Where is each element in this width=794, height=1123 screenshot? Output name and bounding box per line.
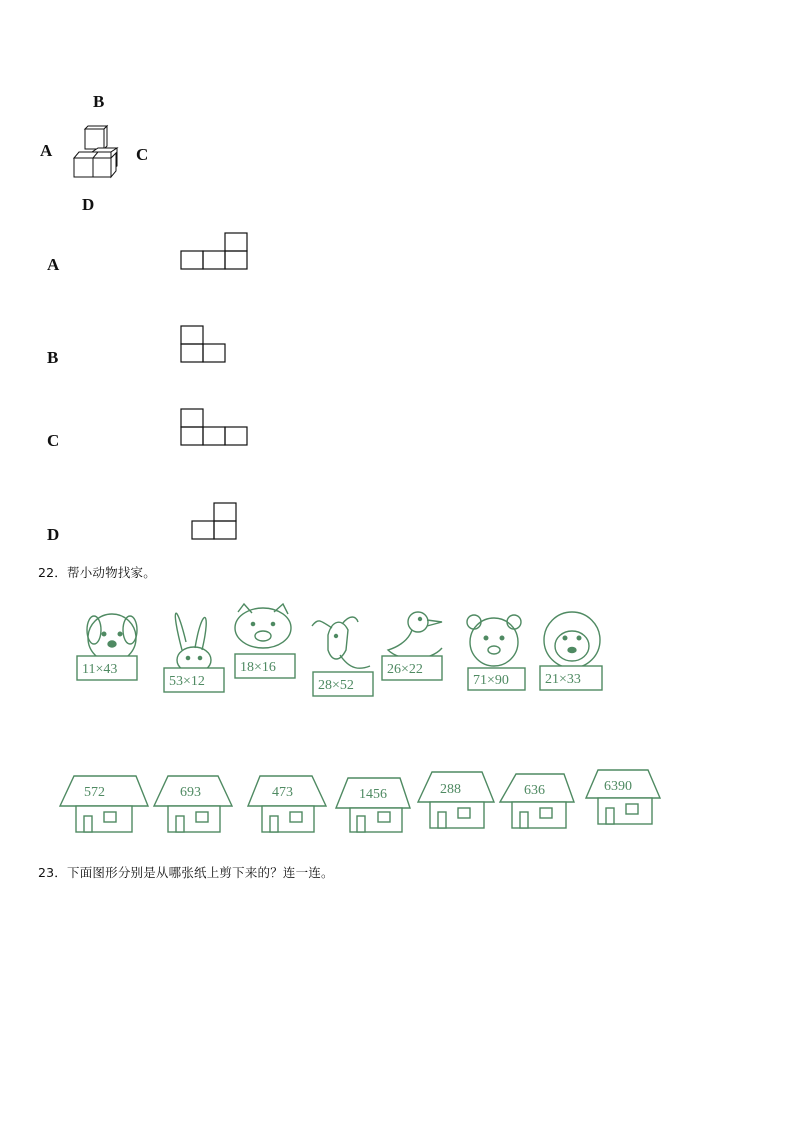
- goat-expression: 28×52: [318, 678, 354, 693]
- goat-icon: [312, 617, 370, 668]
- duck-expression: 26×22: [387, 662, 423, 677]
- house-5: [418, 772, 494, 828]
- house-5-number: 288: [440, 782, 461, 797]
- pig-expression: 18×16: [240, 660, 276, 675]
- dog-expression: 11×43: [82, 662, 118, 677]
- dog-icon: [87, 614, 137, 662]
- view-label-bottom: D: [82, 195, 95, 214]
- option-d-shape: [192, 502, 242, 542]
- cube-stack-figure: [72, 126, 122, 178]
- question-22: [38, 563, 156, 581]
- house-2-number: 693: [180, 785, 201, 800]
- option-a-shape: [181, 232, 251, 272]
- question-22-number: 22．: [38, 565, 68, 580]
- question-23: [38, 863, 334, 881]
- view-label-right: C: [136, 145, 149, 164]
- monkey-expression: 21×33: [545, 672, 581, 687]
- view-label-left: A: [40, 141, 53, 160]
- option-a-label: A: [47, 255, 60, 274]
- question-22-text: 帮小动物找家。: [67, 565, 156, 580]
- house-6-number: 636: [524, 783, 545, 798]
- rabbit-icon: [175, 613, 211, 673]
- option-c-shape: [181, 408, 251, 448]
- monkey-icon: [544, 612, 600, 668]
- house-3-number: 473: [272, 785, 293, 800]
- pig-icon: [235, 604, 291, 648]
- question-23-number: 23．: [38, 865, 68, 880]
- option-b-label: B: [47, 348, 59, 367]
- view-label-top: B: [93, 92, 105, 111]
- bear-expression: 71×90: [473, 673, 509, 688]
- option-b-shape: [181, 325, 231, 365]
- house-1-number: 572: [84, 785, 105, 800]
- house-7-number: 6390: [604, 779, 632, 794]
- houses-row: [58, 768, 668, 838]
- question-23-text: 下面图形分别是从哪张纸上剪下来的？连一连。: [67, 865, 334, 880]
- duck-icon: [388, 612, 442, 659]
- option-c-label: C: [47, 431, 60, 450]
- house-4-number: 1456: [359, 787, 387, 802]
- option-d-label: D: [47, 525, 60, 544]
- rabbit-expression: 53×12: [169, 674, 205, 689]
- animals-row: [70, 600, 630, 710]
- bear-icon: [467, 615, 521, 666]
